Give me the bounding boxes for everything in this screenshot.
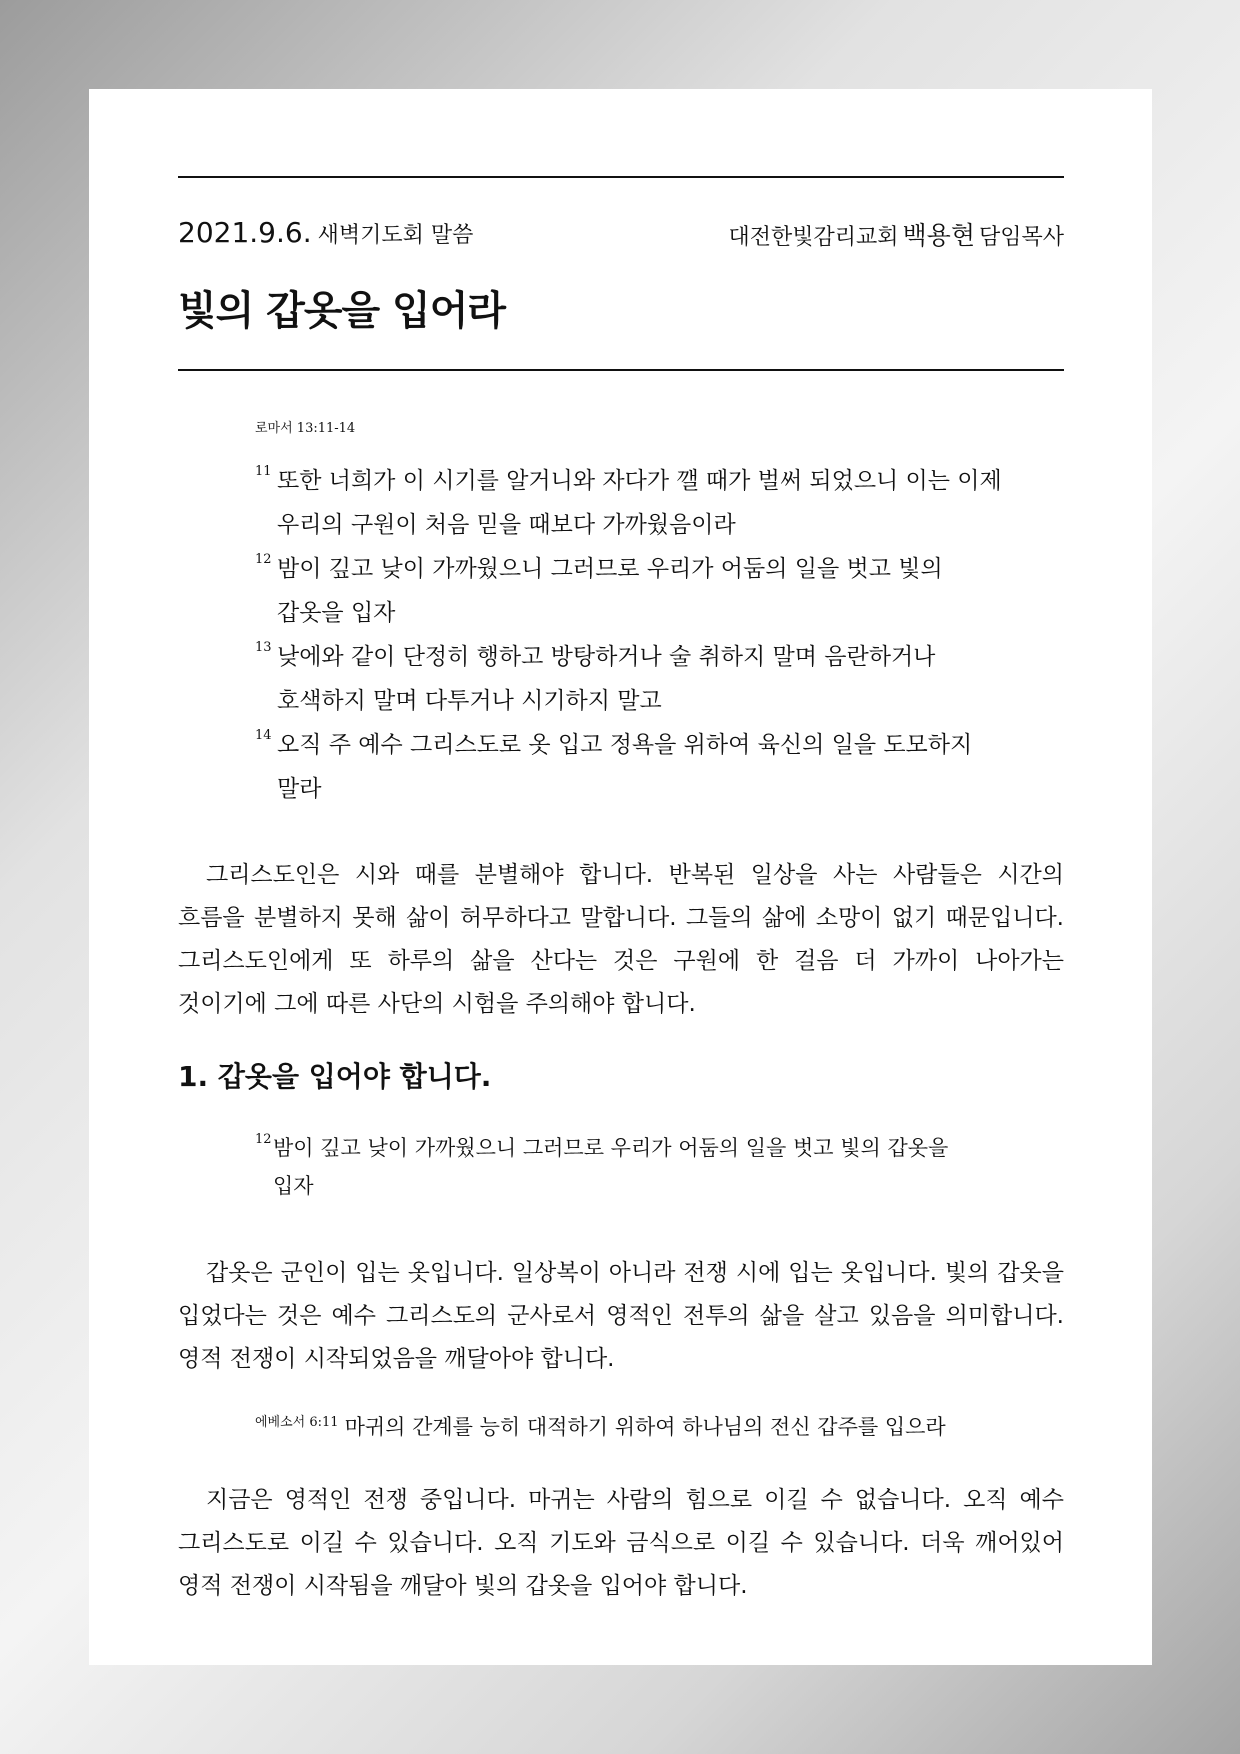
verse-14 xyxy=(255,723,1005,811)
verse-number: 14 xyxy=(255,728,272,743)
header-top-rule xyxy=(178,176,1064,178)
ephesians-quote xyxy=(255,1411,946,1441)
verse-number: 12 xyxy=(255,1132,272,1147)
section-heading: 1. 갑옷을 입어야 합니다. xyxy=(178,1060,492,1093)
sermon-date: 2021.9.6. xyxy=(178,216,312,249)
verse-number: 12 xyxy=(255,552,272,567)
section-quote xyxy=(255,1129,993,1205)
pastor-title: 담임목사 xyxy=(978,225,1064,250)
body-paragraph-armor: 갑옷은 군인이 입는 옷입니다. 일상복이 아니라 전쟁 시에 입는 옷입니다. 빛의 갑옷을 입었다는 것은 예수 그리스도의 군사로서 영적인 전투의 삶을 살고 있음을 의미합니다. 영적 전쟁이 시작되었음을 깨달아야 합니다. xyxy=(178,1260,1064,1372)
header-date-service xyxy=(178,216,473,249)
scripture-block xyxy=(255,459,1005,811)
header-church-pastor xyxy=(729,216,1065,252)
verse-text: 또한 너희가 이 시기를 알거니와 자다가 깰 때가 벌써 되었으니 이는 이제 우리의 구원이 처음 믿을 때보다 가까웠음이라 xyxy=(277,468,1002,538)
quote-text: 마귀의 간계를 능히 대적하기 위하여 하나님의 전신 갑주를 입으라 xyxy=(344,1415,946,1439)
sermon-title: 빛의 갑옷을 입어라 xyxy=(178,288,505,334)
verse-text: 밤이 깊고 낮이 가까웠으니 그러므로 우리가 어둠의 일을 벗고 빛의 갑옷을 입자 xyxy=(277,556,943,626)
verse-number: 13 xyxy=(255,640,272,655)
scripture-reference: 로마서 13:11-14 xyxy=(255,421,356,436)
pastor-name: 백용현 xyxy=(902,221,975,250)
verse-12 xyxy=(255,547,1005,635)
verse-11 xyxy=(255,459,1005,547)
document-page xyxy=(89,89,1152,1665)
church-name: 대전한빛감리교회 xyxy=(728,225,899,250)
header-bottom-rule xyxy=(178,369,1064,371)
quote-reference: 에베소서 6:11 xyxy=(255,1415,339,1430)
verse-13 xyxy=(255,635,1005,723)
quote-text: 밤이 깊고 낮이 가까웠으니 그러므로 우리가 어둠의 일을 벗고 빛의 갑옷을 입자 xyxy=(273,1136,949,1198)
body-paragraph-warfare: 지금은 영적인 전쟁 중입니다. 마귀는 사람의 힘으로 이길 수 없습니다. 오직 예수 그리스도로 이길 수 있습니다. 오직 기도와 금식으로 이길 수 있습니다. 더욱 깨어있어 영적 전쟁이 시작됨을 깨달아 빛의 갑옷을 입어야 합니다. xyxy=(178,1487,1064,1599)
intro-paragraph: 그리스도인은 시와 때를 분별해야 합니다. 반복된 일상을 사는 사람들은 시간의 흐름을 분별하지 못해 삶이 허무하다고 말합니다. 그들의 삶에 소망이 없기 때문입니다. 그리스도인에게 또 하루의 삶을 산다는 것은 구원에 한 걸음 더 가까이 나아가는 것이기에 그에 따른 사단의 시험을 주의해야 합니다. xyxy=(178,862,1064,1017)
verse-text: 낮에와 같이 단정히 행하고 방탕하거나 술 취하지 말며 음란하거나 호색하지 말며 다투거나 시기하지 말고 xyxy=(277,644,936,714)
service-name: 새벽기도회 말씀 xyxy=(317,223,474,248)
verse-number: 11 xyxy=(255,464,272,479)
verse-text: 오직 주 예수 그리스도로 옷 입고 정욕을 위하여 육신의 일을 도모하지 말라 xyxy=(277,732,973,802)
